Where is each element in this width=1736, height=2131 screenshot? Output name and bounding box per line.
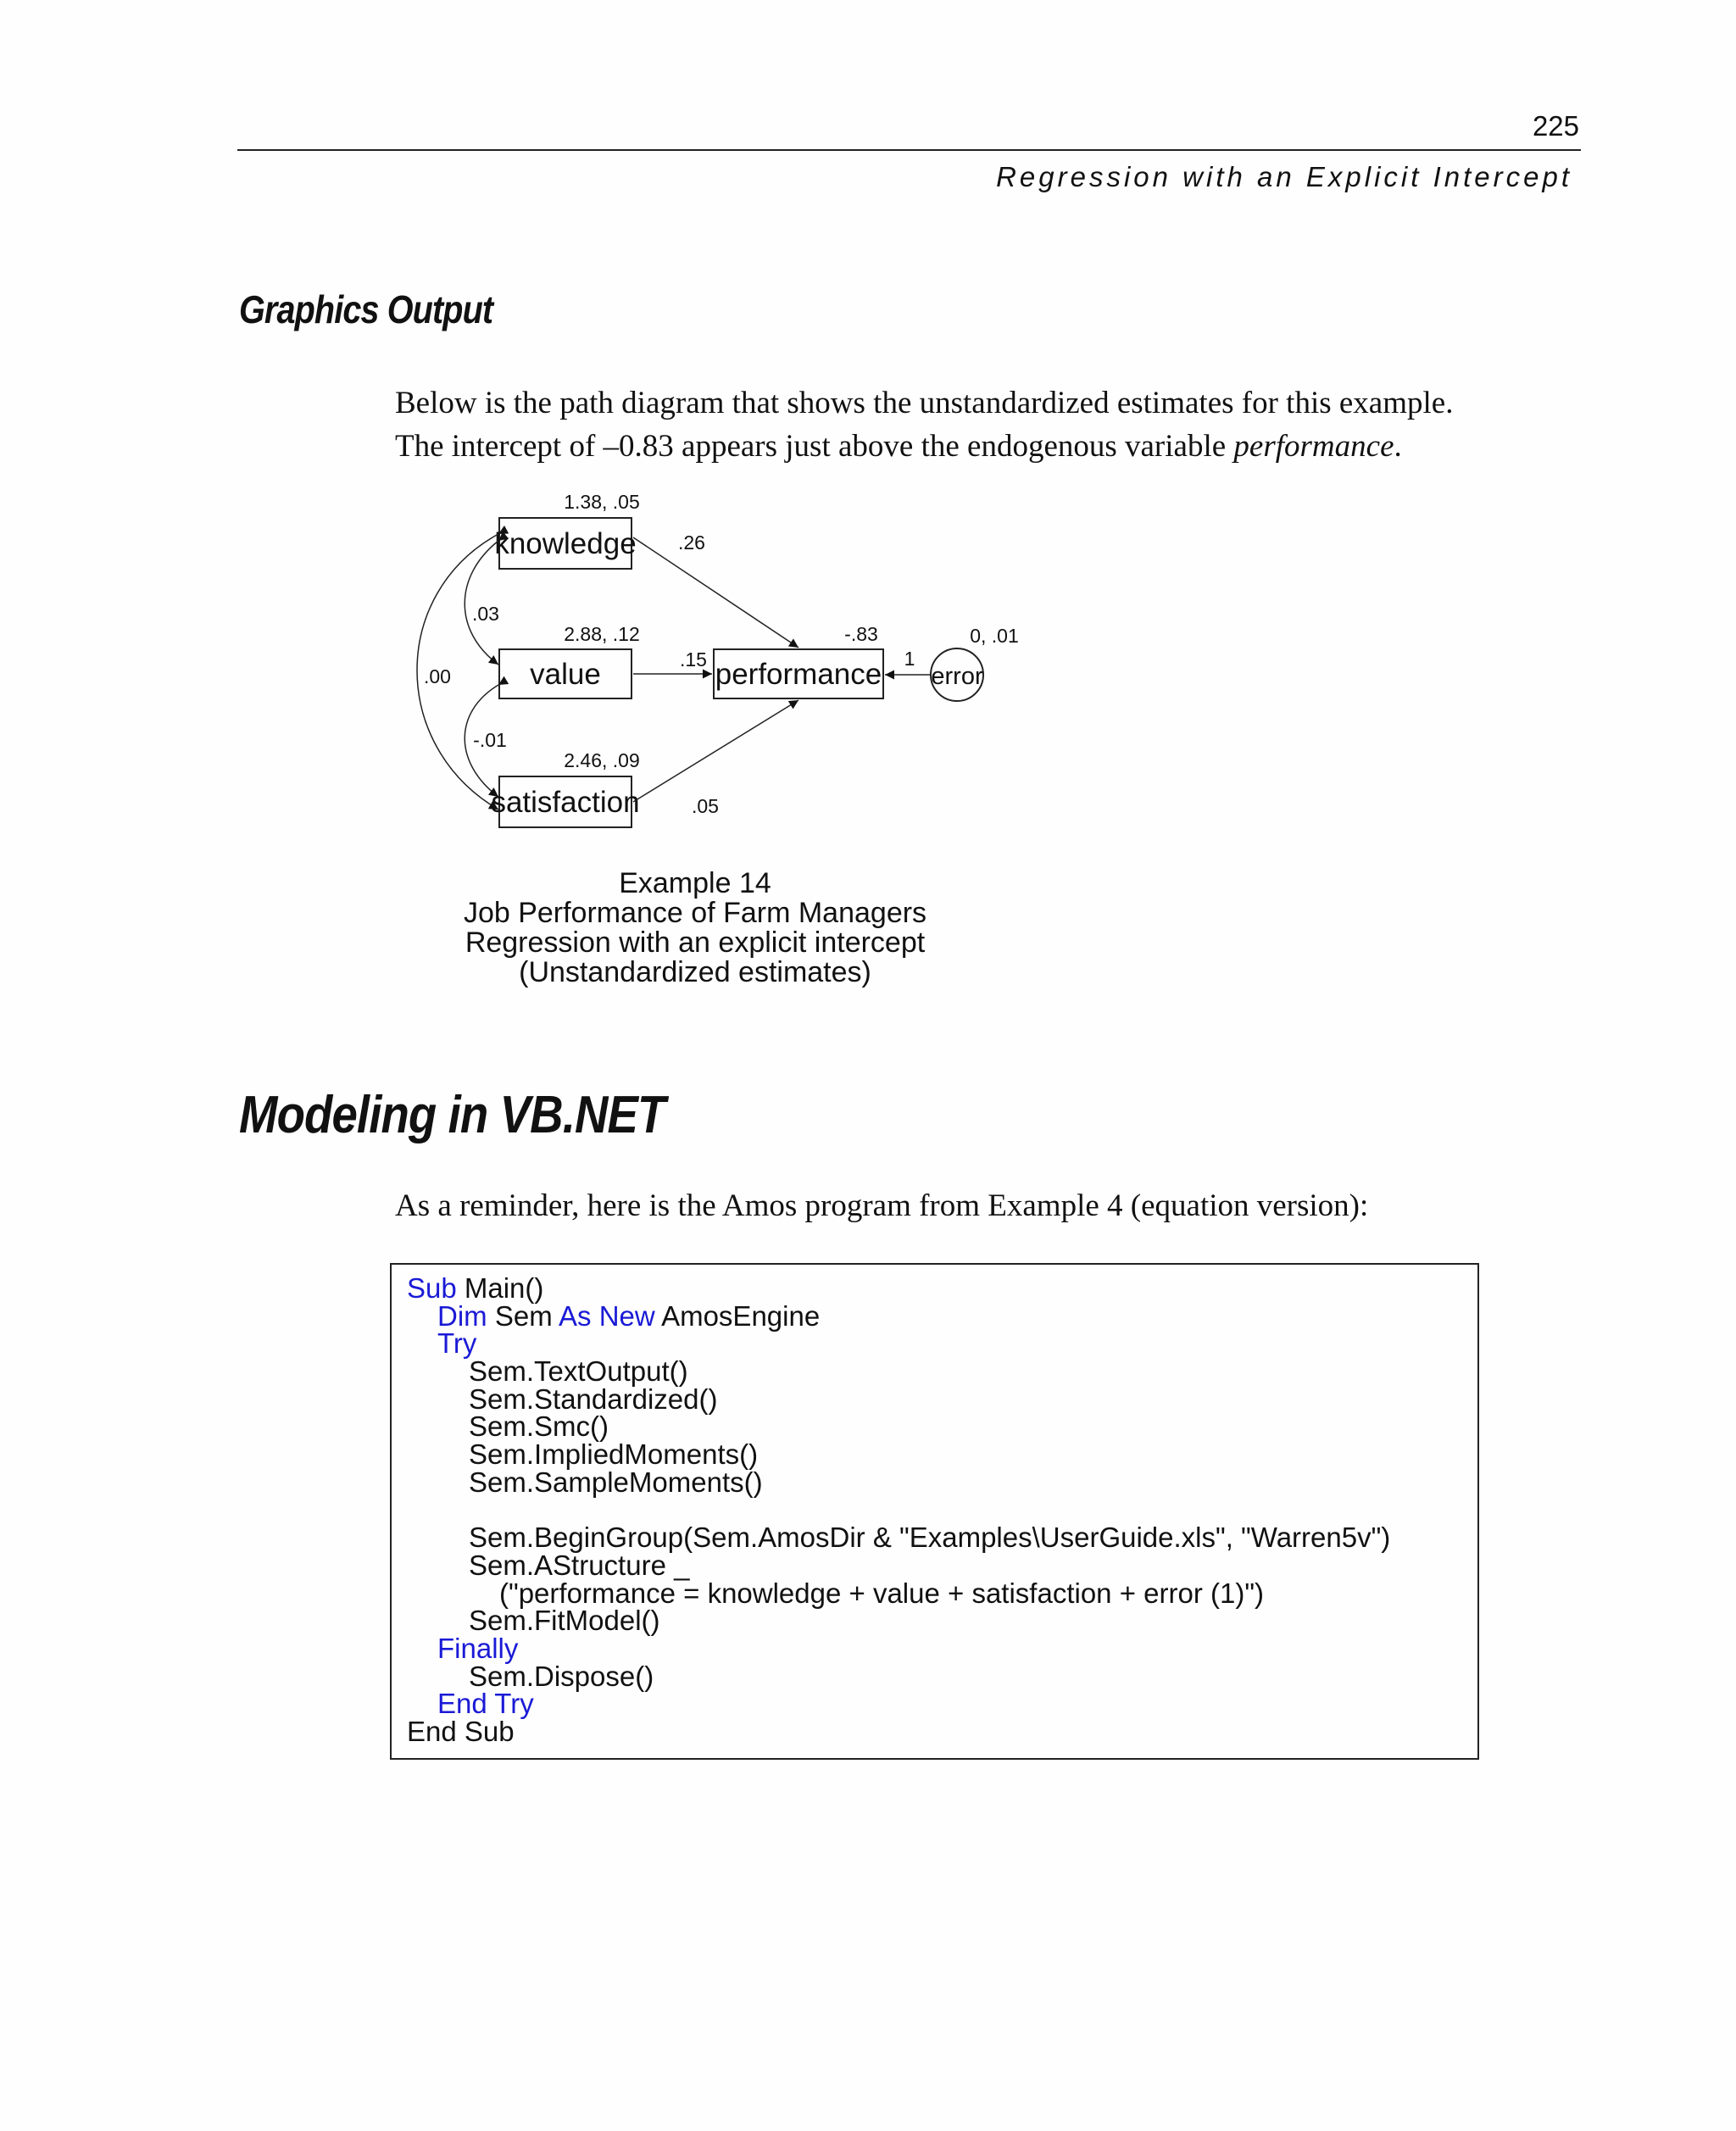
intro-variable-name: performance	[1233, 429, 1394, 464]
path-knowledge-performance	[633, 537, 798, 648]
code-keyword: Dim	[437, 1299, 487, 1332]
code-blank-line	[407, 1497, 1462, 1525]
section-heading-graphics-output: Graphics Output	[239, 287, 493, 331]
code-line: Sem.AStructure _	[469, 1549, 690, 1581]
code-text: Main()	[456, 1272, 544, 1304]
code-line: Finally	[437, 1632, 519, 1664]
diagram-caption	[398, 869, 992, 988]
code-line: Try	[437, 1327, 477, 1360]
cov-value-satisfaction-label: -.01	[473, 729, 507, 751]
code-line: Sem.Standardized()	[469, 1383, 718, 1415]
error-label: error	[931, 663, 983, 690]
knowledge-label: knowledge	[494, 527, 637, 560]
cov-knowledge-value-label: .03	[472, 603, 499, 625]
cov-knowledge-satisfaction-label: .00	[424, 665, 451, 687]
running-head: Regression with an Explicit Intercept	[996, 161, 1572, 192]
section-heading-vbnet: Modeling in VB.NET	[239, 1086, 665, 1144]
path-diagram	[398, 483, 1043, 839]
code-keyword: As New	[559, 1299, 655, 1332]
code-line: Sem.Smc()	[469, 1410, 609, 1443]
caption-line-4: (Unstandardized estimates)	[519, 956, 871, 988]
header-rule	[237, 149, 1581, 151]
intro-line-2-end: .	[1394, 429, 1402, 464]
error-mean-var: 0, .01	[970, 625, 1019, 647]
caption-line-3: Regression with an explicit intercept	[465, 926, 926, 959]
code-line: End Sub	[407, 1716, 515, 1747]
knowledge-coef: .26	[678, 531, 705, 554]
code-line: Sem.Dispose()	[469, 1660, 654, 1692]
code-line: ("performance = knowledge + value + satisfaction + error (1)")	[499, 1577, 1265, 1609]
caption-line-2: Job Performance of Farm Managers	[463, 897, 927, 929]
code-line: End Try	[437, 1688, 534, 1720]
intro-line-2	[395, 425, 1453, 468]
intro-paragraph	[395, 381, 1453, 468]
reminder-paragraph: As a reminder, here is the Amos program from Example 4 (equation version):	[395, 1188, 1369, 1223]
code-line: Sem.FitModel()	[469, 1605, 660, 1637]
code-line	[407, 1299, 1462, 1332]
code-line: Sem.BeginGroup(Sem.AmosDir & "Examples\UserGuide.xls", "Warren5v")	[469, 1522, 1391, 1554]
code-line: Sem.SampleMoments()	[469, 1466, 763, 1498]
caption-line-1: Example 14	[619, 867, 771, 899]
path-satisfaction-performance	[633, 700, 798, 802]
code-line: Sem.ImpliedMoments()	[469, 1438, 759, 1471]
value-mean-var: 2.88, .12	[564, 623, 640, 645]
code-keyword: Sub	[407, 1272, 457, 1304]
intro-line-2-text: The intercept of –0.83 appears just above the endogenous variable	[395, 429, 1234, 464]
code-text: AmosEngine	[654, 1299, 821, 1332]
code-listing	[390, 1263, 1479, 1760]
satisfaction-mean-var: 2.46, .09	[564, 749, 640, 771]
intro-line-1: Below is the path diagram that shows the unstandardized estimates for this example.	[395, 386, 1454, 420]
code-text: Sem	[487, 1299, 559, 1332]
knowledge-mean-var: 1.38, .05	[564, 491, 640, 513]
code-line	[407, 1272, 1462, 1304]
error-weight: 1	[904, 648, 915, 670]
satisfaction-label: satisfaction	[491, 786, 640, 819]
code-line: Sem.TextOutput()	[469, 1355, 688, 1388]
value-coef: .15	[680, 648, 707, 670]
page-number: 225	[1532, 110, 1579, 142]
satisfaction-coef: .05	[692, 795, 719, 817]
performance-label: performance	[715, 658, 882, 691]
value-label: value	[530, 658, 601, 691]
intercept-label: -.83	[844, 623, 878, 645]
